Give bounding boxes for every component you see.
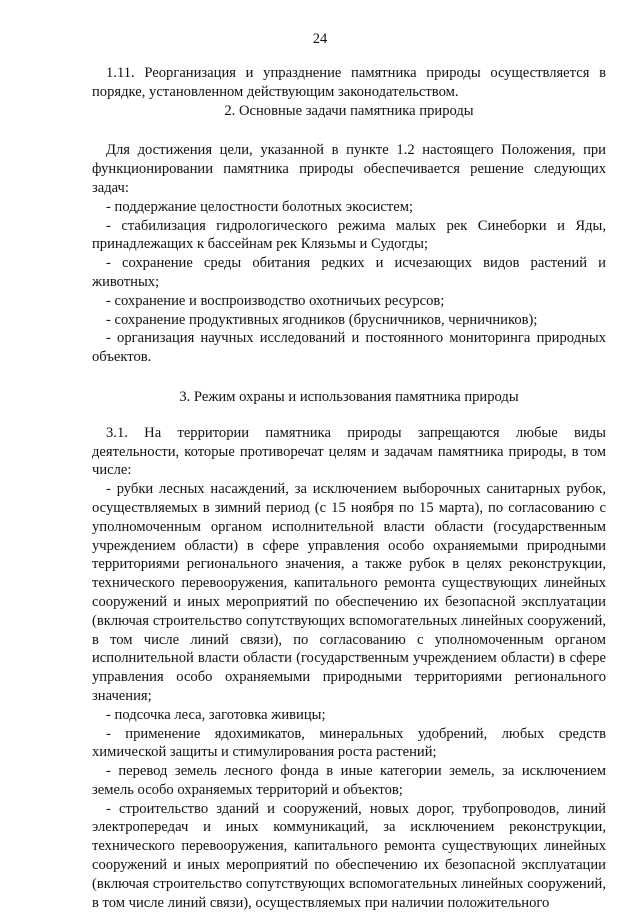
- page-number: 24: [312, 31, 328, 47]
- task-item: - сохранение и воспроизводство охотничьих ресурсов;: [106, 292, 445, 309]
- section-2-heading: 2. Основные задачи памятника природы: [224, 102, 474, 119]
- task-item: - поддержание целостности болотных экосистем;: [106, 198, 414, 215]
- prohibition-item: - строительство зданий и сооружений, новых дорог, трубопроводов, линий электропередач и иных коммуникаций, за исключением реконструкции, технического перевооружения, капитального ремонта существующих линейных сооружений и иных мероприятий по обеспечению их безопасной эксплуатации (включая строительство сопутствующих вспомогательных линейных сооружений, в том числе линий связи), осуществляемых при наличии положительного: [92, 800, 606, 911]
- task-item: - стабилизация гидрологического режима малых рек Синеборки и Яды, принадлежащих к бассейнам рек Клязьмы и Судогды;: [92, 217, 606, 253]
- section-2-intro: Для достижения цели, указанной в пункте 1.2 настоящего Положения, при функционировании памятника природы обеспечивается решение следующих задач:: [92, 142, 606, 196]
- clause-1-11: 1.11. Реорганизация и упразднение памятника природы осуществляется в порядке, установленном действующим законодательством.: [92, 65, 606, 100]
- page-content: [92, 64, 606, 912]
- task-item: - сохранение среды обитания редких и исчезающих видов растений и животных;: [92, 255, 606, 290]
- section-3-heading: 3. Режим охраны и использования памятника природы: [179, 388, 519, 405]
- prohibition-item: - подсочка леса, заготовка живицы;: [106, 706, 326, 723]
- prohibition-item: - применение ядохимикатов, минеральных удобрений, любых средств химической защиты и стимулирования роста растений;: [92, 725, 606, 761]
- prohibition-item: - перевод земель лесного фонда в иные категории земель, за исключением земель особо охраняемых территорий и объектов;: [92, 763, 606, 798]
- clause-3-1: 3.1. На территории памятника природы запрещаются любые виды деятельности, которые противоречат целям и задачам памятника природы, в том числе:: [92, 424, 606, 479]
- task-item: - организация научных исследований и постоянного мониторинга природных объектов.: [92, 330, 606, 366]
- task-item: - сохранение продуктивных ягодников (брусничников, черничников);: [106, 311, 538, 328]
- prohibition-item: - рубки лесных насаждений, за исключением выборочных санитарных рубок, осуществляемых в зимний период (с 15 ноября по 15 марта), по согласованию с уполномоченным органом исполнительной власти области (государственным учреждением области) в сфере управления особо охраняемыми природными территориями регионального значения, а также рубок в целях реконструкции, технического перевооружения, капитального ремонта существующих линейных сооружений и иных мероприятий по обеспечению их безопасной эксплуатации (включая строительство сопутствующих вспомогательных линейных сооружений, в том числе линий связи), по согласованию с уполномоченным органом исполнительной власти области (государственным учреждением области) в сфере управления особо охраняемыми природными территориями регионального значения;: [92, 481, 606, 704]
